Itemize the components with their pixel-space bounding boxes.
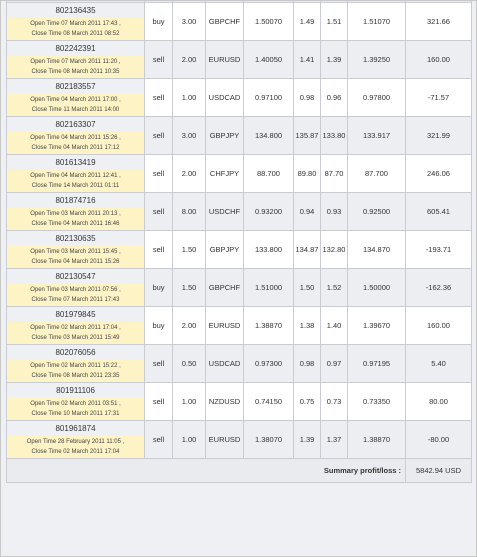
lot-size: 1.50 [173, 269, 206, 307]
open-price: 0.97300 [244, 345, 294, 383]
table-row[interactable] [7, 79, 472, 117]
take-profit: 0.97 [321, 345, 348, 383]
stop-loss: 1.41 [294, 41, 321, 79]
ticket-number: 801911106 [56, 386, 95, 395]
close-time: Close Time 14 March 2011 01:11 [31, 183, 120, 189]
open-time: Open Time 02 March 2011 15:22 , [30, 363, 121, 369]
trade-times [7, 360, 144, 382]
profit: -71.57 [406, 79, 472, 117]
close-price: 1.39670 [348, 307, 406, 345]
close-time: Close Time 04 March 2011 16:46 [31, 221, 120, 227]
trade-times [7, 94, 144, 116]
close-price: 1.39250 [348, 41, 406, 79]
trade-type: sell [145, 79, 173, 117]
close-time: Close Time 04 March 2011 15:26 [31, 259, 120, 265]
close-time: Close Time 08 March 2011 08:52 [31, 31, 120, 37]
lot-size: 1.50 [173, 231, 206, 269]
ticket-cell [7, 117, 145, 155]
ticket-number: 801613419 [55, 158, 96, 167]
take-profit: 1.51 [321, 3, 348, 41]
profit: 5.40 [406, 345, 472, 383]
open-price: 0.74150 [244, 383, 294, 421]
open-price: 0.97100 [244, 79, 294, 117]
trade-times [7, 56, 144, 78]
ticket-cell [7, 193, 145, 231]
symbol: GBPJPY [206, 231, 244, 269]
open-time: Open Time 07 March 2011 17:43 , [30, 21, 121, 27]
ticket-cell [7, 41, 145, 79]
close-time: Close Time 02 March 2011 17:04 [31, 449, 120, 455]
lot-size: 0.50 [173, 345, 206, 383]
symbol: EURUSD [206, 421, 244, 459]
symbol: USDCHF [206, 193, 244, 231]
open-price: 133.800 [244, 231, 294, 269]
symbol: GBPCHF [206, 3, 244, 41]
trade-type: sell [145, 231, 173, 269]
trade-times [7, 322, 144, 344]
symbol: CHFJPY [206, 155, 244, 193]
open-time: Open Time 04 March 2011 15:26 , [30, 135, 121, 141]
ticket-number: 802136435 [55, 6, 96, 15]
close-time: Close Time 03 March 2011 15:49 [31, 335, 120, 341]
summary-row [7, 459, 472, 483]
ticket-number: 802183557 [55, 82, 96, 91]
open-price: 1.51000 [244, 269, 294, 307]
ticket-number: 802163307 [55, 120, 96, 129]
open-price: 1.50070 [244, 3, 294, 41]
ticket-number: 801874716 [55, 196, 96, 205]
stop-loss: 1.50 [294, 269, 321, 307]
table-row[interactable] [7, 345, 472, 383]
close-price: 133.917 [348, 117, 406, 155]
close-time: Close Time 11 March 2011 14:00 [31, 107, 120, 113]
open-time: Open Time 03 March 2011 20:13 , [30, 211, 121, 217]
take-profit: 87.70 [321, 155, 348, 193]
table-row[interactable] [7, 117, 472, 155]
profit: 80.00 [406, 383, 472, 421]
open-price: 1.38070 [244, 421, 294, 459]
stop-loss: 0.98 [294, 345, 321, 383]
ticket-cell [7, 155, 145, 193]
table-row[interactable] [7, 269, 472, 307]
take-profit: 0.73 [321, 383, 348, 421]
ticket-cell [7, 421, 145, 459]
ticket-number: 801961874 [55, 424, 96, 433]
lot-size: 2.00 [173, 41, 206, 79]
open-price: 0.93200 [244, 193, 294, 231]
stop-loss: 134.87 [294, 231, 321, 269]
ticket-cell [7, 383, 145, 421]
trade-times [7, 18, 144, 40]
trade-type: sell [145, 155, 173, 193]
trade-type: sell [145, 193, 173, 231]
table-row[interactable] [7, 421, 472, 459]
stop-loss: 1.49 [294, 3, 321, 41]
trade-type: sell [145, 421, 173, 459]
close-price: 1.51070 [348, 3, 406, 41]
symbol: GBPJPY [206, 117, 244, 155]
take-profit: 133.80 [321, 117, 348, 155]
close-price: 1.50000 [348, 269, 406, 307]
open-time: Open Time 04 March 2011 12:41 , [30, 173, 121, 179]
lot-size: 2.00 [173, 307, 206, 345]
close-price: 134.870 [348, 231, 406, 269]
ticket-cell [7, 269, 145, 307]
close-time: Close Time 08 March 2011 10:35 [31, 69, 120, 75]
take-profit: 0.93 [321, 193, 348, 231]
open-price: 1.38870 [244, 307, 294, 345]
table-row[interactable] [7, 231, 472, 269]
trade-times [7, 436, 144, 458]
close-time: Close Time 04 March 2011 17:12 [31, 145, 120, 151]
trade-type: sell [145, 41, 173, 79]
lot-size: 3.00 [173, 117, 206, 155]
profit: -80.00 [406, 421, 472, 459]
profit: 321.99 [406, 117, 472, 155]
trade-times [7, 284, 144, 306]
symbol: GBPCHF [206, 269, 244, 307]
ticket-number: 802130635 [55, 234, 96, 243]
open-time: Open Time 07 March 2011 11:20 , [30, 59, 121, 65]
lot-size: 1.00 [173, 383, 206, 421]
trade-times [7, 170, 144, 192]
table-row[interactable] [7, 193, 472, 231]
table-row[interactable] [7, 383, 472, 421]
open-time: Open Time 02 March 2011 03:51 , [30, 401, 121, 407]
take-profit: 1.52 [321, 269, 348, 307]
symbol: USDCAD [206, 345, 244, 383]
open-price: 1.40050 [244, 41, 294, 79]
trade-times [7, 132, 144, 154]
close-price: 0.73350 [348, 383, 406, 421]
close-price: 87.700 [348, 155, 406, 193]
close-price: 0.97195 [348, 345, 406, 383]
stop-loss: 0.98 [294, 79, 321, 117]
trade-history-table [6, 0, 472, 483]
summary-value: 5842.94 USD [406, 459, 472, 483]
stop-loss: 89.80 [294, 155, 321, 193]
open-price: 88.700 [244, 155, 294, 193]
open-time: Open Time 03 March 2011 07:56 , [30, 287, 121, 293]
ticket-cell [7, 79, 145, 117]
stop-loss: 1.39 [294, 421, 321, 459]
trade-type: sell [145, 345, 173, 383]
symbol: USDCAD [206, 79, 244, 117]
summary-label: Summary profit/loss : [7, 459, 406, 483]
profit: 246.06 [406, 155, 472, 193]
close-time: Close Time 08 March 2011 23:35 [31, 373, 120, 379]
symbol: EURUSD [206, 307, 244, 345]
ticket-number: 802242391 [55, 44, 96, 53]
lot-size: 3.00 [173, 3, 206, 41]
ticket-cell [7, 3, 145, 41]
open-time: Open Time 28 February 2011 11:05 , [26, 439, 125, 445]
profit: 321.66 [406, 3, 472, 41]
profit: 160.00 [406, 307, 472, 345]
close-price: 0.92500 [348, 193, 406, 231]
ticket-cell [7, 231, 145, 269]
lot-size: 1.00 [173, 79, 206, 117]
profit: 160.00 [406, 41, 472, 79]
take-profit: 1.39 [321, 41, 348, 79]
trade-times [7, 208, 144, 230]
table-row[interactable] [7, 3, 472, 41]
symbol: EURUSD [206, 41, 244, 79]
take-profit: 0.96 [321, 79, 348, 117]
take-profit: 1.37 [321, 421, 348, 459]
trade-type: sell [145, 383, 173, 421]
close-price: 1.38870 [348, 421, 406, 459]
profit: -162.36 [406, 269, 472, 307]
lot-size: 2.00 [173, 155, 206, 193]
trade-type: buy [145, 3, 173, 41]
profit: -193.71 [406, 231, 472, 269]
open-time: Open Time 03 March 2011 15:45 , [30, 249, 121, 255]
close-time: Close Time 07 March 2011 17:43 [31, 297, 120, 303]
trade-type: buy [145, 269, 173, 307]
trade-type: buy [145, 307, 173, 345]
table-row[interactable] [7, 155, 472, 193]
close-time: Close Time 10 March 2011 17:31 [31, 411, 120, 417]
table-row[interactable] [7, 41, 472, 79]
stop-loss: 135.87 [294, 117, 321, 155]
take-profit: 1.40 [321, 307, 348, 345]
stop-loss: 1.38 [294, 307, 321, 345]
stop-loss: 0.75 [294, 383, 321, 421]
ticket-number: 802076056 [55, 348, 96, 357]
open-time: Open Time 04 March 2011 17:00 , [30, 97, 121, 103]
profit: 605.41 [406, 193, 472, 231]
trade-times [7, 398, 144, 420]
symbol: NZDUSD [206, 383, 244, 421]
ticket-cell [7, 345, 145, 383]
ticket-number: 802130547 [55, 272, 96, 281]
trade-type: sell [145, 117, 173, 155]
stop-loss: 0.94 [294, 193, 321, 231]
close-price: 0.97800 [348, 79, 406, 117]
ticket-number: 801979845 [55, 310, 96, 319]
lot-size: 8.00 [173, 193, 206, 231]
open-time: Open Time 02 March 2011 17:04 , [30, 325, 121, 331]
ticket-cell [7, 307, 145, 345]
open-price: 134.800 [244, 117, 294, 155]
take-profit: 132.80 [321, 231, 348, 269]
lot-size: 1.00 [173, 421, 206, 459]
trade-times [7, 246, 144, 268]
table-row[interactable] [7, 307, 472, 345]
